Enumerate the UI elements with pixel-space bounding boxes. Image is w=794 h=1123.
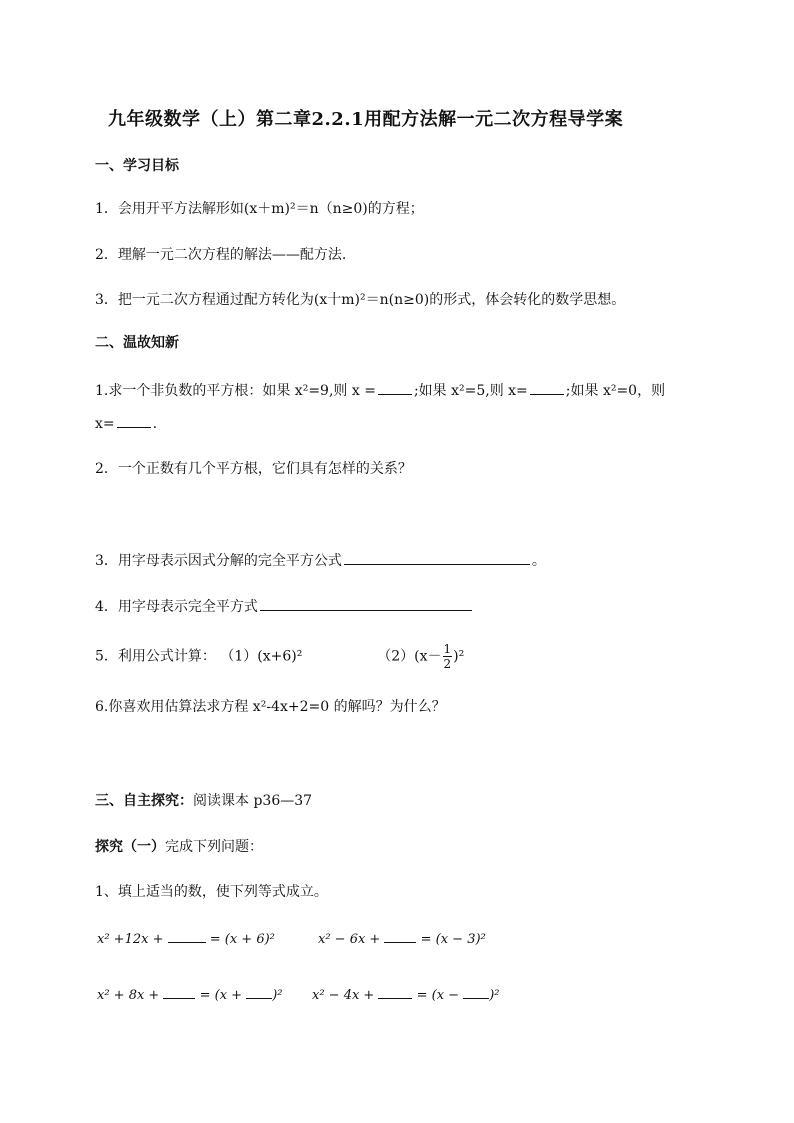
- q1-text-a: 1.求一个非负数的平方根：如果 x²=9,则 x =: [95, 383, 376, 399]
- equation-4: [312, 986, 500, 1005]
- review-question-1-cont: [95, 413, 157, 433]
- q4-answer-blank[interactable]: [260, 596, 472, 611]
- eq2-right: = (x − 3)²: [420, 932, 486, 947]
- eq4-answer-blank-2[interactable]: [463, 986, 489, 999]
- section-heading-review: 二、温故知新: [95, 335, 179, 351]
- q3-text: 3．用字母表示因式分解的完全平方公式: [95, 553, 342, 569]
- q1-text-e: .: [152, 416, 158, 432]
- equation-1: [97, 930, 275, 949]
- equation-2: [318, 930, 486, 949]
- eq3-answer-blank-1[interactable]: [163, 986, 195, 999]
- q1-text-d: x=: [95, 416, 115, 432]
- fraction-numerator: 1: [443, 642, 452, 656]
- q5-part-2-suffix: )²: [453, 648, 465, 665]
- eq1-left: x² +12x +: [97, 932, 164, 947]
- explore-heading-rest: 阅读课本 p36—37: [193, 793, 313, 809]
- q1-text-c: ;如果 x²=0，则: [565, 383, 666, 399]
- review-question-3: [95, 550, 546, 570]
- fraction-one-half: [443, 642, 453, 671]
- eq4-answer-blank-1[interactable]: [378, 986, 412, 999]
- review-question-6: 6.你喜欢用估算法求方程 x²-4x+2=0 的解吗？为什么？: [95, 699, 446, 715]
- eq3-left: x² + 8x +: [97, 988, 160, 1003]
- objective-item-2: 2．理解一元二次方程的解法——配方法.: [95, 247, 347, 263]
- explore-heading: 三、自主探究：: [95, 793, 193, 809]
- explore-part-instruction: 完成下列问题：: [165, 839, 263, 855]
- review-question-2: 2．一个正数有几个平方根，它们具有怎样的关系？: [95, 461, 412, 477]
- eq2-left: x² − 6x +: [318, 932, 381, 947]
- eq4-left: x² − 4x +: [312, 988, 375, 1003]
- q5-part-2-prefix: （2）(x－: [377, 648, 442, 665]
- explore-part-1: [95, 838, 263, 856]
- review-question-5: [95, 642, 464, 670]
- eq4-mid: = (x −: [416, 988, 460, 1003]
- objective-item-1: 1．会用开平方法解形如(x＋m)²＝n（n≥0)的方程；: [95, 201, 424, 217]
- q3-end: 。: [531, 553, 546, 569]
- q4-text: 4．用字母表示完全平方式: [95, 599, 258, 615]
- equation-3: [97, 986, 283, 1005]
- eq2-answer-blank[interactable]: [384, 930, 416, 943]
- page-title: 九年级数学（上）第二章2.2.1用配方法解一元二次方程导学案: [108, 109, 624, 130]
- review-question-4: [95, 596, 474, 616]
- q1-answer-blank-2[interactable]: [530, 380, 564, 395]
- eq1-answer-blank[interactable]: [168, 930, 206, 943]
- eq3-mid: = (x +: [199, 988, 243, 1003]
- q1-answer-blank-1[interactable]: [378, 380, 412, 395]
- section-heading-explore: [95, 792, 312, 810]
- eq3-answer-blank-2[interactable]: [246, 986, 272, 999]
- eq3-right: )²: [272, 988, 283, 1003]
- objective-item-3: 3．把一元二次方程通过配方转化为(x十m)²＝n(n≥0)的形式，体会转化的数学思想。: [95, 292, 626, 308]
- eq4-right: )²: [489, 988, 500, 1003]
- q5-label: 5．利用公式计算：: [95, 648, 216, 665]
- q1-answer-blank-3[interactable]: [117, 413, 151, 428]
- section-heading-objectives: 一、学习目标: [95, 158, 179, 174]
- fill-in-intro: 1、填上适当的数，使下列等式成立。: [95, 884, 328, 900]
- fraction-denominator: 2: [443, 657, 452, 671]
- q3-answer-blank[interactable]: [344, 550, 530, 565]
- eq1-right: = (x + 6)²: [209, 932, 275, 947]
- explore-part-label: 探究（一）: [95, 839, 165, 855]
- q1-text-b: ;如果 x²=5,则 x=: [413, 383, 528, 399]
- review-question-1: [95, 380, 665, 400]
- q5-part-1: （1）(x+6)²: [220, 648, 303, 665]
